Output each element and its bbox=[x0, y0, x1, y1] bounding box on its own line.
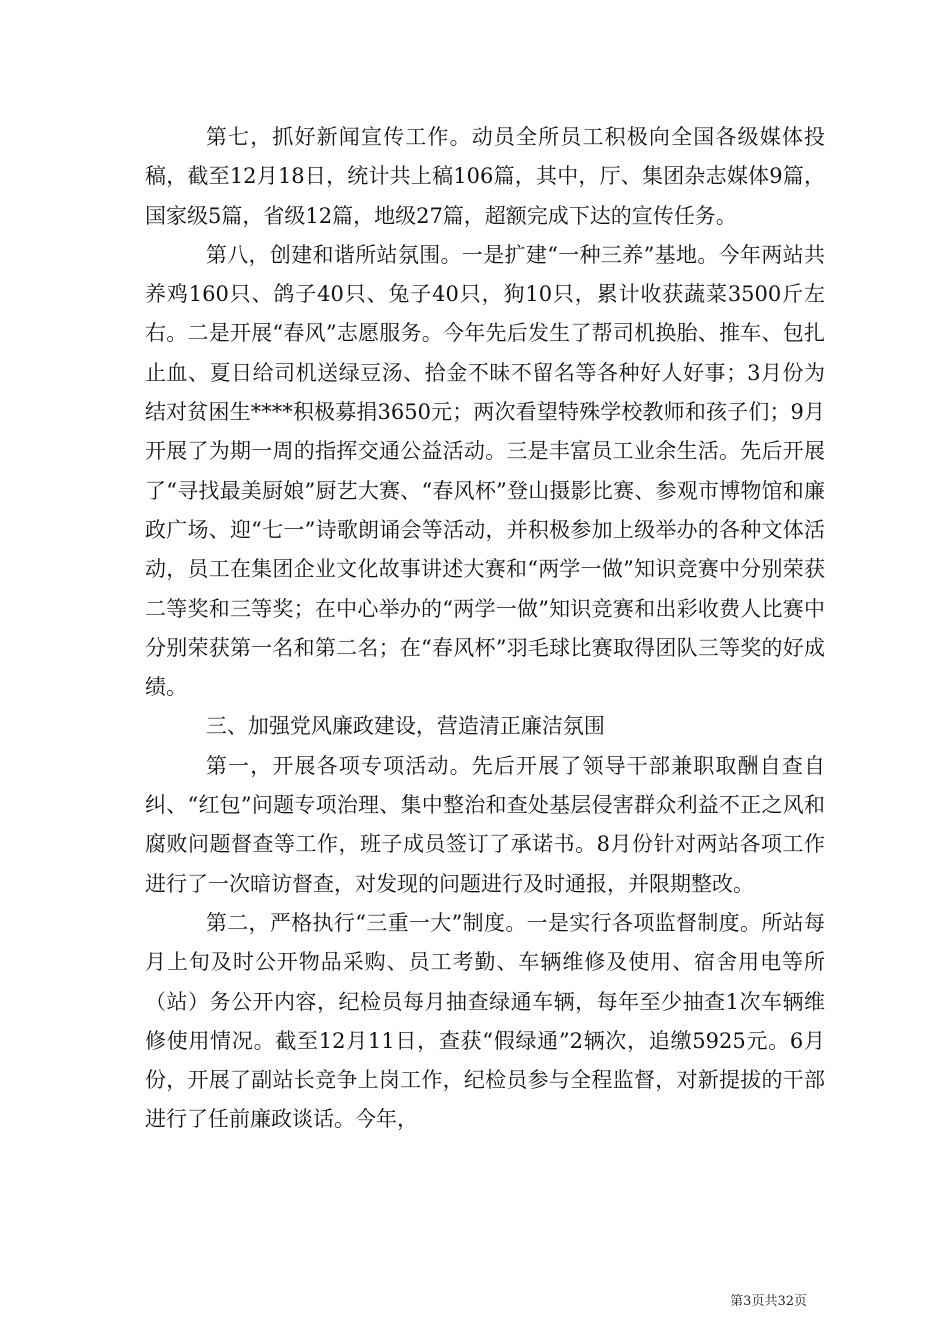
paragraph-special-activities: 第一，开展各项专项活动。先后开展了领导干部兼职取酬自查自纠、“红包”问题专项治理、集中整治和查处基层侵害群众利益不正之风和腐败问题督查等工作，班子成员签订了承诺书。8月份针对两站各项工作进行了一次暗访督查，对发现的问题进行及时通报，并限期整改。 bbox=[145, 753, 825, 896]
page-number-footer: 第3页共32页 bbox=[730, 1294, 807, 1309]
section-heading: 三、加强党风廉政建设，营造清正廉洁氛围 bbox=[205, 714, 605, 739]
paragraph-harmony: 第八，创建和谐所站氛围。一是扩建“一种三养”基地。今年两站共养鸡160只、鸽子40只、兔子40只，狗10只，累计收获蔬菜3500斤左右。二是开展“春风”志愿服务。今年先后发生了帮司机换胎、推车、包扎止血、夏日给司机送绿豆汤、拾金不昧不留名等各种好人好事；3月份为结对贫困生****积极募捐3650元；两次看望特殊学校教师和孩子们；9月开展了为期一周的指挥交通公益活动。三是丰富员工业余生活。先后开展了“寻找最美厨娘”厨艺大赛、“春风杯”登山摄影比赛、参观市博物馆和廉政广场、迎“七一”诗歌朗诵会等活动，并积极参加上级举办的各种文体活动，员工在集团企业文化故事讲述大赛和“两学一做”知识竞赛中分别荣获二等奖和三等奖；在中心举办的“两学一做”知识竞赛和出彩收费人比赛中分别荣获第一名和第二名；在“春风杯”羽毛球比赛取得团队三等奖的好成绩。 bbox=[145, 242, 825, 700]
paragraph-three-one: 第二，严格执行“三重一大”制度。一是实行各项监督制度。所站每月上旬及时公开物品采购、员工考勤、车辆维修及使用、宿舍用电等所（站）务公开内容，纪检员每月抽查绿通车辆，每年至少抽查1次车辆维修使用情况。截至12月11日，查获“假绿通”2辆次，追缴5925元。6月份，开展了副站长竞争上岗工作，纪检员参与全程监督，对新提拔的干部进行了任前廉政谈话。今年， bbox=[145, 910, 825, 1132]
paragraph-publicity: 第七，抓好新闻宣传工作。动员全所员工积极向全国各级媒体投稿，截至12月18日，统计共上稿106篇，其中，厅、集团杂志媒体9篇，国家级5篇，省级12篇，地级27篇，超额完成下达的宣传任务。 bbox=[145, 125, 825, 228]
document-body bbox=[145, 118, 825, 1140]
